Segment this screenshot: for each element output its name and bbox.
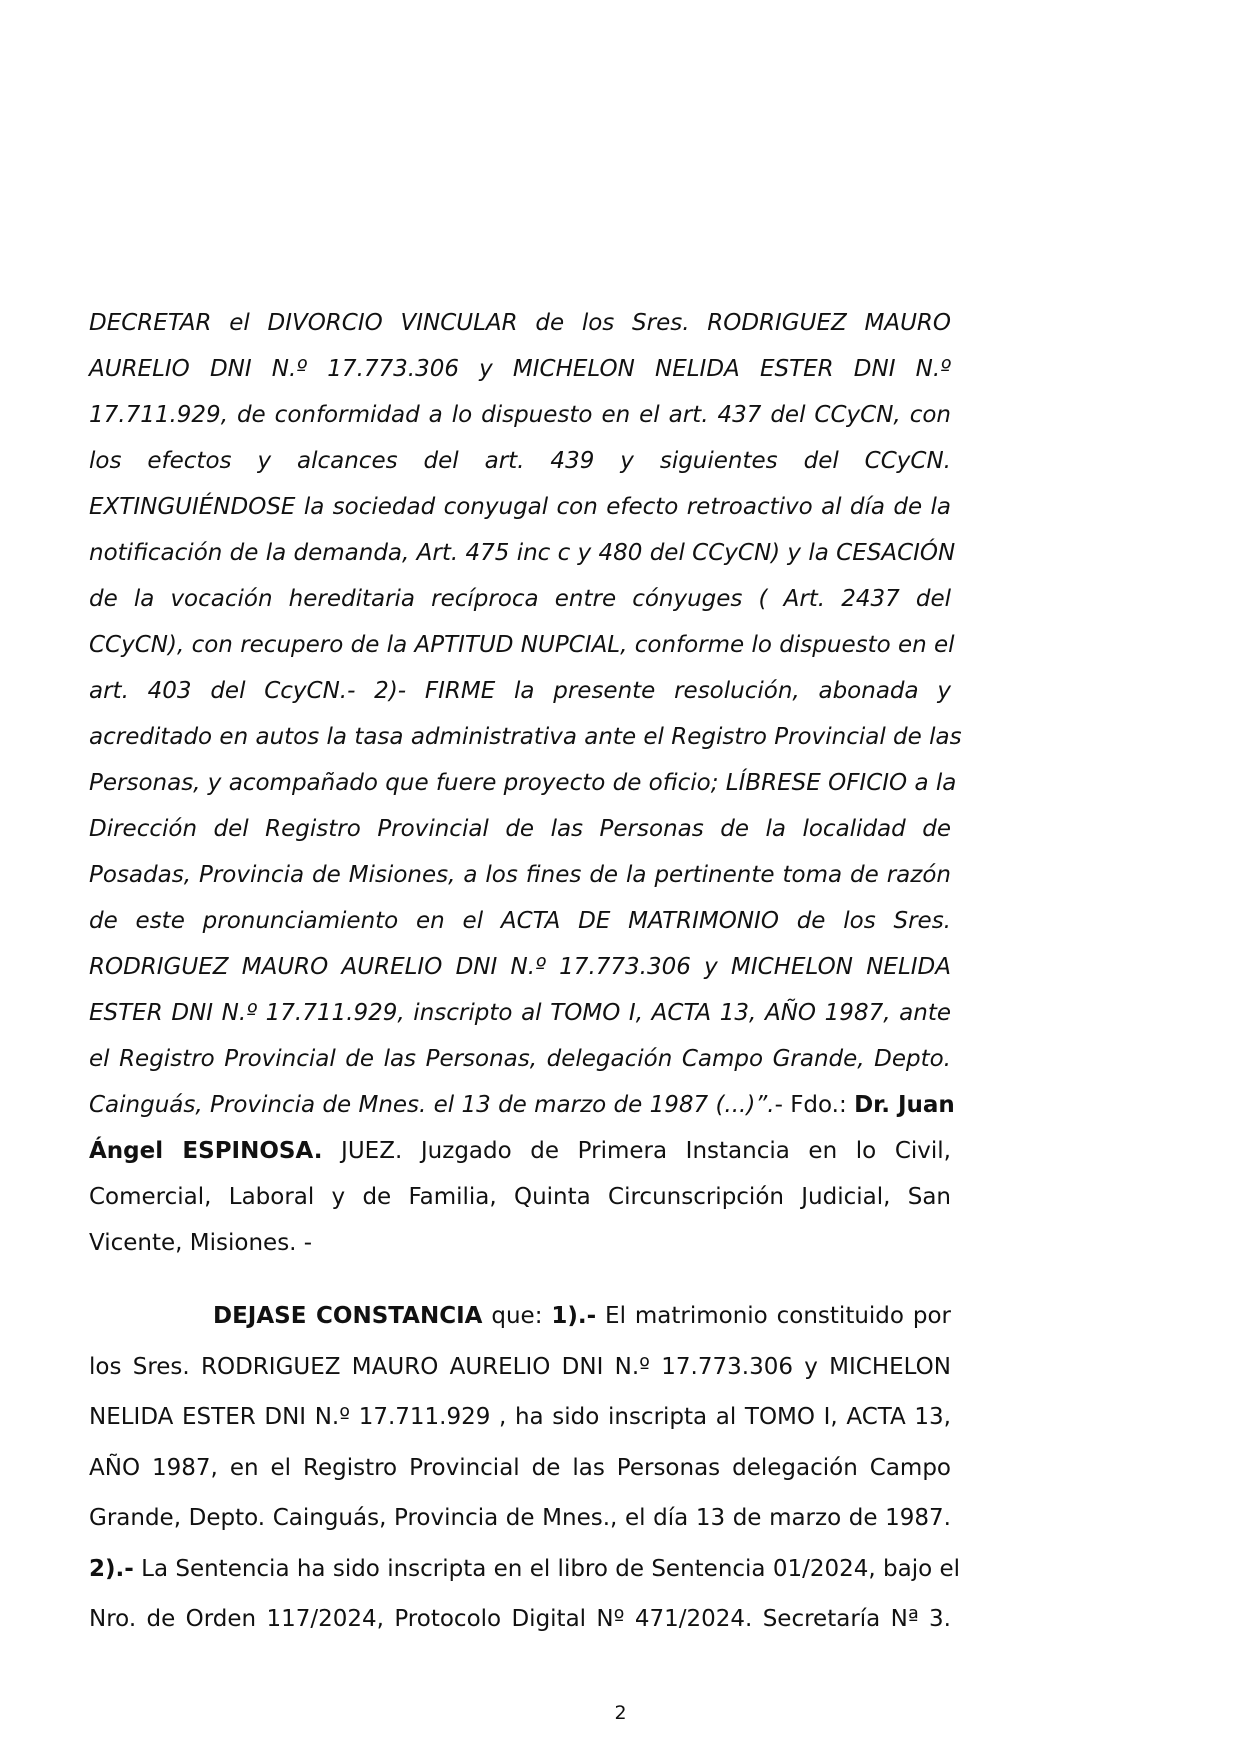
court-text: JUEZ. Juzgado de Primera Instancia en lo Civil,	[322, 1138, 951, 1164]
item-number-2: 2).-	[89, 1555, 134, 1582]
text-line: Nro. de Orden 117/2024, Protocolo Digital Nº 471/2024. Secretaría Nª 3.	[89, 1606, 951, 1632]
text-line: 17.711.929, de conformidad a lo dispuesto en el art. 437 del CCyCN, con	[89, 402, 951, 428]
judge-name-part1: Dr. Juan	[854, 1092, 955, 1118]
judge-name-part2: Ángel ESPINOSA.	[89, 1138, 323, 1164]
text-line: CCyCN), con recupero de la APTITUD NUPCIAL, conforme lo dispuesto en el	[89, 632, 955, 658]
text-line: AURELIO DNI N.º 17.773.306 y MICHELON NELIDA ESTER DNI N.º	[89, 356, 951, 382]
signed-by-label: - Fdo.:	[774, 1092, 855, 1118]
text-line-judge	[89, 1128, 951, 1174]
text-line: AÑO 1987, en el Registro Provincial de las Personas delegación Campo	[89, 1454, 951, 1481]
item-number-1: 1).-	[551, 1303, 597, 1329]
text-line: Personas, y acompañado que fuere proyecto de oficio; LÍBRESE OFICIO a la	[89, 770, 957, 796]
constancy-heading: DEJASE CONSTANCIA	[213, 1303, 483, 1329]
text-line: Grande, Depto. Cainguás, Provincia de Mnes., el día 13 de marzo de 1987.	[89, 1505, 951, 1531]
text-line-item-2	[89, 1544, 961, 1595]
resolution-paragraph	[89, 300, 962, 1266]
text-line: Vicente, Misiones. -	[89, 1230, 313, 1256]
text-line: EXTINGUIÉNDOSE la sociedad conyugal con efecto retroactivo al día de la	[89, 494, 951, 520]
text-span: El matrimonio constituido por	[596, 1303, 952, 1329]
quoted-text: Cainguás, Provincia de Mnes. el 13 de marzo de 1987 (...)”.	[89, 1092, 775, 1118]
text-line: NELIDA ESTER DNI N.º 17.711.929 , ha sido inscripta al TOMO I, ACTA 13,	[89, 1404, 951, 1430]
text-line-heading	[89, 1291, 951, 1342]
text-span: La Sentencia ha sido inscripta en el libro de Sentencia 01/2024, bajo el	[133, 1555, 961, 1582]
text-line: RODRIGUEZ MAURO AURELIO DNI N.º 17.773.306 y MICHELON NELIDA	[89, 954, 951, 980]
text-line: el Registro Provincial de las Personas, delegación Campo Grande, Depto.	[89, 1046, 951, 1072]
text-line: los Sres. RODRIGUEZ MAURO AURELIO DNI N.º 17.773.306 y MICHELON	[89, 1353, 951, 1380]
page-number: 2	[614, 1702, 627, 1724]
text-line: los efectos y alcances del art. 439 y siguientes del CCyCN.	[89, 448, 951, 474]
text-line: ESTER DNI N.º 17.711.929, inscripto al TOMO I, ACTA 13, AÑO 1987, ante	[89, 1000, 951, 1026]
constancy-paragraph	[89, 1291, 961, 1645]
text-line: art. 403 del CcyCN.- 2)- FIRME la presente resolución, abonada y	[89, 678, 951, 704]
text-line: acreditado en autos la tasa administrativa ante el Registro Provincial de las	[89, 724, 962, 750]
text-line: DECRETAR el DIVORCIO VINCULAR de los Sres. RODRIGUEZ MAURO	[89, 310, 951, 336]
text-line: Comercial, Laboral y de Familia, Quinta Circunscripción Judicial, San	[89, 1184, 951, 1210]
text-line: Posadas, Provincia de Misiones, a los fines de la pertinente toma de razón	[89, 862, 951, 888]
text-line: Dirección del Registro Provincial de las Personas de la localidad de	[89, 816, 951, 842]
text-span: que:	[482, 1303, 552, 1329]
text-line: de la vocación hereditaria recíproca entre cónyuges ( Art. 2437 del	[89, 586, 951, 612]
text-line: de este pronunciamiento en el ACTA DE MATRIMONIO de los Sres.	[89, 908, 951, 934]
text-line: notificación de la demanda, Art. 475 inc c y 480 del CCyCN) y la CESACIÓN	[89, 540, 956, 566]
text-line-signature	[89, 1082, 955, 1128]
